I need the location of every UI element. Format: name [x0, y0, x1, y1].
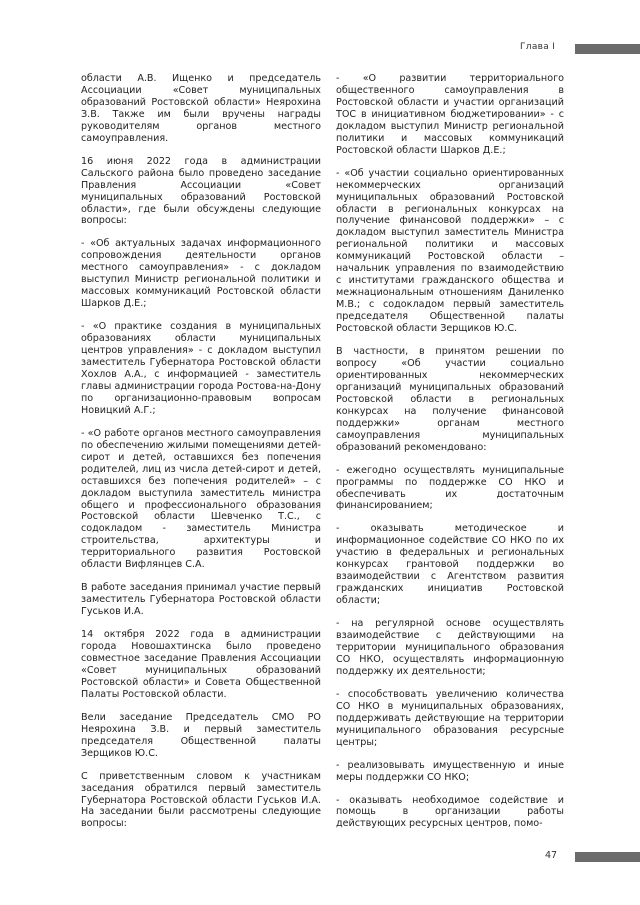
paragraph: 16 июня 2022 года в администрации Сальского района было проведено заседание Правления Ассоциации «Совет муниципальных образований Ростовской области», где были обсуждены следующие вопросы: [81, 155, 321, 227]
right-column [336, 73, 564, 841]
paragraph: - «О практике создания в муниципальных образованиях области муниципальных центров управления» - с докладом выступил заместитель Губернатора Ростовской области Хохлов А.А., с информацией - заместитель главы администрации города Ростова-на-Дону по организационно-правовым вопросам Новицкий А.Г.; [81, 321, 321, 416]
paragraph: Вели заседание Председатель СМО РО Неярохина З.В. и первый заместитель председателя Общественной палаты Зерщиков Ю.С. [81, 711, 321, 759]
paragraph: - «Об актуальных задачах информационного сопровождения деятельности органов местного самоуправления» - с докладом выступил Министр региональной политики и массовых коммуникаций Ростовской области Шарков Д.Е.; [81, 238, 321, 310]
paragraph: - оказывать методическое и информационное содействие СО НКО по их участию в федеральных и региональных конкурсах грантовой поддержки во взаимодействии с Агентством развития гражданских инициатив Ростовской области; [336, 523, 564, 607]
chapter-bar [575, 44, 640, 54]
page-bar [575, 852, 640, 862]
paragraph: - ежегодно осуществлять муниципальные программы по поддержке СО НКО и обеспечивать их достаточным финансированием; [336, 464, 564, 512]
page-number: 47 [545, 850, 558, 861]
paragraph: области А.В. Ищенко и председатель Ассоциации «Совет муниципальных образований Ростовской области» Неярохина З.В. Также им были вручены награды руководителям органов местного самоуправления. [81, 73, 321, 144]
paragraph: 14 октября 2022 года в администрации города Новошахтинска было проведено совместное заседание Правления Ассоциации «Совет муниципальных образований Ростовской области» и Совета Общественной Палаты Ростовской области. [81, 629, 321, 700]
chapter-label: Глава I [520, 42, 556, 52]
paragraph: В частности, в принятом решении по вопросу «Об участии социально ориентированных некоммерческих организаций муниципальных образований Ростовской области в региональных конкурсах на получение финансовой поддержки» органам местного самоуправления муниципальных образований рекомендовано: [336, 346, 564, 453]
paragraph: С приветственным словом к участникам заседания обратился первый заместитель Губернатора Ростовской области Гуськов И.А. На заседании были рассмотрены следующие вопросы: [81, 770, 321, 830]
paragraph: - способствовать увеличению количества СО НКО в муниципальных образованиях, поддерживать действующие на территории муниципального образования ресурсные центры; [336, 688, 564, 748]
paragraph: В работе заседания принимал участие первый заместитель Губернатора Ростовской области Гуськов И.А. [81, 582, 321, 618]
paragraph: - реализовывать имущественную и иные меры поддержки СО НКО; [336, 759, 564, 783]
paragraph: - «О развитии территориального общественного самоуправления в Ростовской области и участии организаций ТОС в инициативном бюджетировании» - с докладом выступил Министр региональной политики и массовых коммуникаций Ростовской области Шарков Д.Е.; [336, 73, 564, 156]
left-column [81, 73, 321, 841]
paragraph: - «Об участии социально ориентированных некоммерческих организаций муниципальных образований Ростовской области в региональных конкурсах на получение финансовой поддержки» – с докладом выступил заместитель Министра региональной политики и массовых коммуникаций Ростовской области – начальник управления по взаимодействию с институтами гражданского общества и межнациональным отношениям Даниленко М.В.; с содокладом первый заместитель председателя Общественной палаты Ростовской области Зерщиков Ю.С. [336, 167, 564, 335]
paragraph: - «О работе органов местного самоуправления по обеспечению жилыми помещениями детей-сирот и детей, оставшихся без попечения родителей, лиц из числа детей-сирот и детей, оставшихся без попечения родителей» – с докладом выступила заместитель министра общего и профессионального образования Ростовской области Шевченко Т.С., с содокладом - заместитель Министра строительства, архитектуры и территориального развития Ростовской области Вифлянцев С.А. [81, 427, 321, 571]
paragraph: - на регулярной основе осуществлять взаимодействие с действующими на территории муниципального образования СО НКО, осуществлять информационную поддержку их деятельности; [336, 618, 564, 677]
paragraph: - оказывать необходимое содействие и помощь в организации работы действующих ресурсных центров, помо- [336, 794, 564, 830]
